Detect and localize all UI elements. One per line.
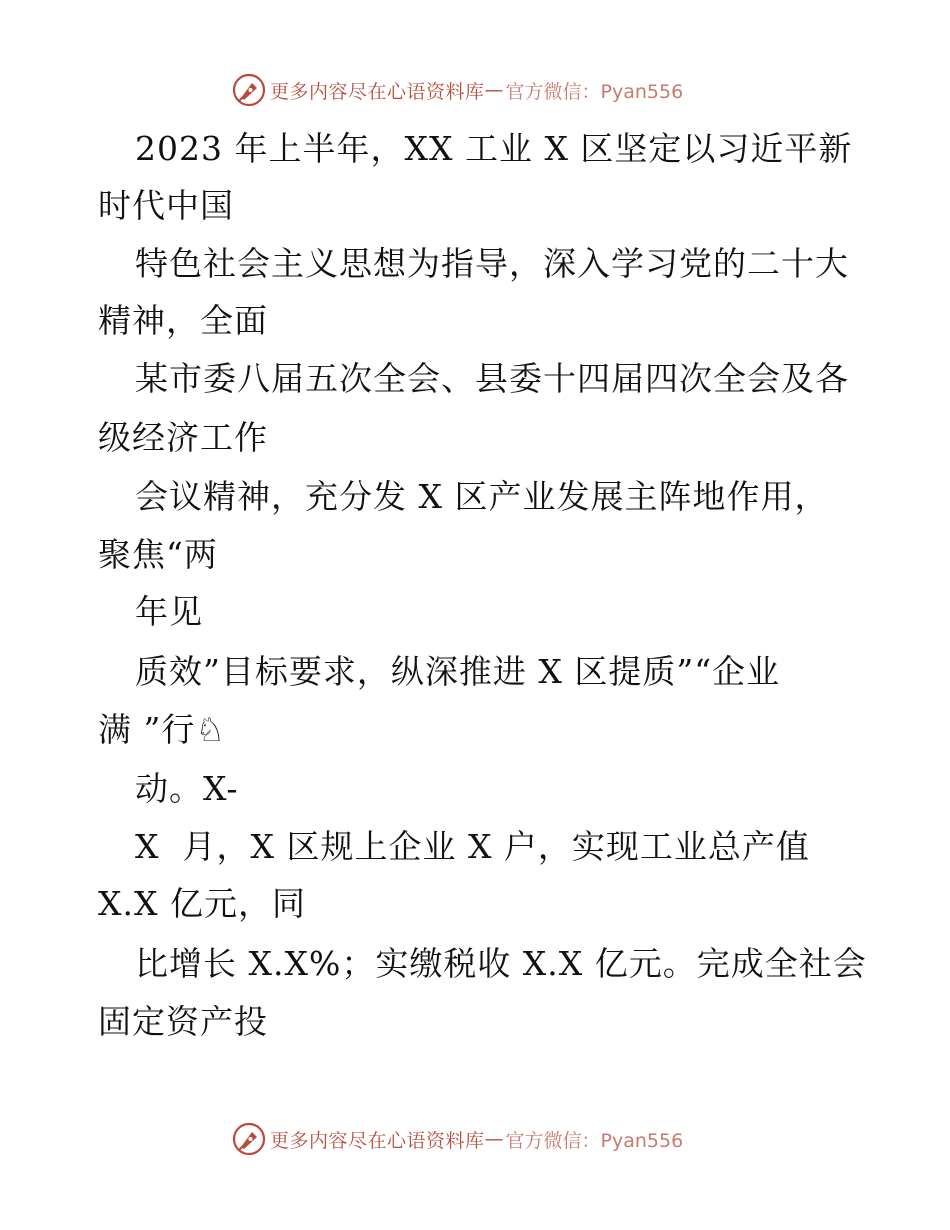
text-line: 动。X- — [135, 769, 239, 808]
text-line: X.X 亿元，同 — [98, 884, 306, 923]
watermark-header — [232, 72, 683, 108]
pen-nib-circle-icon — [232, 1122, 266, 1156]
text-line: 特色社会主义思想为指导，深入学习党的二十大 — [135, 244, 849, 283]
text-line: 满 ”行♘ — [98, 710, 226, 749]
text-line: 聚焦“两 — [98, 535, 218, 574]
watermark-contact: 官方微信：Pyan556 — [505, 1129, 684, 1152]
text-line: 比增长 X.X%；实缴税收 X.X 亿元。完成全社会 — [135, 944, 867, 983]
text-line: X 月，X 区规上企业 X 户，实现工业总产值 — [135, 827, 810, 866]
text-line: 年见 — [135, 592, 203, 631]
text-line: 级经济工作 — [98, 418, 268, 457]
watermark-text: 更多内容尽在心语资料库 — [270, 80, 485, 103]
text-line: 时代中国 — [98, 186, 234, 225]
text-line: 会议精神，充分发 X 区产业发展主阵地作用， — [135, 477, 829, 516]
text-line: 2023 年上半年，XX 工业 X 区坚定以习近平新 — [135, 129, 853, 168]
watermark-footer — [232, 1121, 683, 1157]
text-line: 质效”目标要求，纵深推进 X 区提质”“企业 — [135, 652, 781, 691]
text-line: 固定资产投 — [98, 1002, 268, 1041]
watermark-text: 更多内容尽在心语资料库 — [270, 1129, 485, 1152]
watermark-contact: 官方微信：Pyan556 — [505, 80, 684, 103]
pen-nib-circle-icon — [232, 73, 266, 107]
watermark-dash: — — [484, 1128, 504, 1150]
text-line: 某市委八届五次全会、县委十四届四次全会及各 — [135, 359, 849, 398]
watermark-dash: — — [484, 79, 504, 101]
text-line: 精神，全面 — [98, 301, 268, 340]
